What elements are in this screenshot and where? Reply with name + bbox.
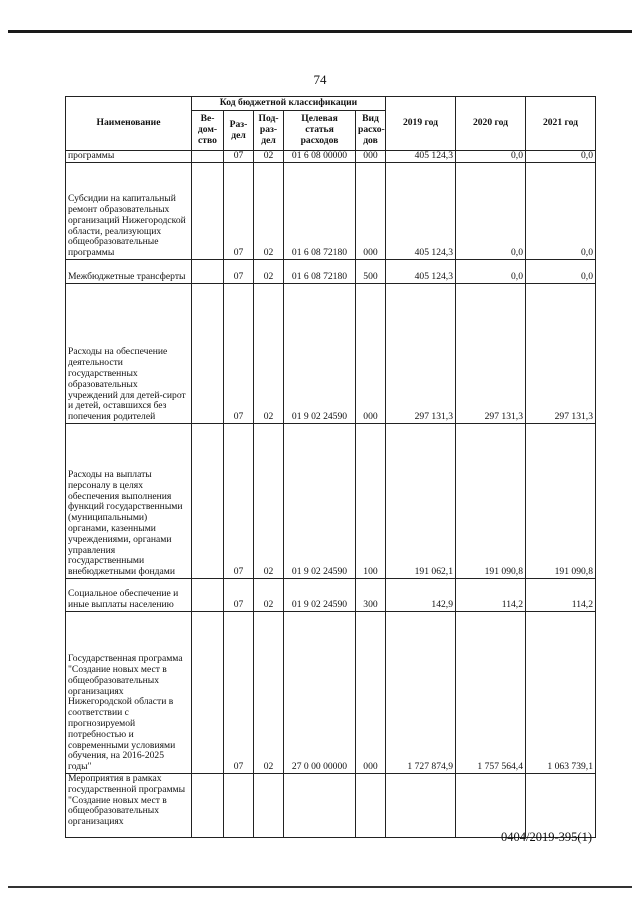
header-2020: 2020 год — [456, 97, 526, 151]
cell-expense-type: 000 — [356, 612, 386, 774]
cell-2019: 142,9 — [386, 579, 456, 612]
table-body — [66, 151, 596, 838]
cell-podrazdel: 02 — [254, 260, 284, 284]
cell-vedomstvo — [192, 284, 224, 424]
cell-2019: 297 131,3 — [386, 284, 456, 424]
table-row — [66, 260, 596, 284]
cell-2021: 0,0 — [526, 163, 596, 260]
cell-2021: 191 090,8 — [526, 424, 596, 579]
top-border-rule — [8, 30, 632, 33]
cell-razdel: 07 — [224, 579, 254, 612]
cell-target-article: 27 0 00 00000 — [284, 612, 356, 774]
header-classification-code: Код бюджетной классификации — [192, 97, 386, 111]
cell-razdel: 07 — [224, 163, 254, 260]
cell-podrazdel: 02 — [254, 163, 284, 260]
cell-vedomstvo — [192, 424, 224, 579]
table-row — [66, 424, 596, 579]
cell-name: Расходы на выплаты персоналу в целях обеспечения выполнения функций государственными (муниципальными) органами, казенными учреждениями, органами управления государственными внебюджетными фондами — [66, 424, 192, 579]
cell-vedomstvo — [192, 774, 224, 838]
cell-razdel — [224, 774, 254, 838]
table-row — [66, 612, 596, 774]
cell-2020: 114,2 — [456, 579, 526, 612]
cell-podrazdel: 02 — [254, 151, 284, 163]
cell-2019: 191 062,1 — [386, 424, 456, 579]
cell-expense-type: 500 — [356, 260, 386, 284]
page-number: 74 — [313, 72, 327, 87]
cell-podrazdel: 02 — [254, 424, 284, 579]
header-2019: 2019 год — [386, 97, 456, 151]
cell-name: Межбюджетные трансферты — [66, 260, 192, 284]
cell-2021: 1 063 739,1 — [526, 612, 596, 774]
cell-razdel: 07 — [224, 424, 254, 579]
cell-2020 — [456, 774, 526, 838]
cell-2021: 0,0 — [526, 260, 596, 284]
cell-2020: 0,0 — [456, 260, 526, 284]
cell-expense-type — [356, 774, 386, 838]
cell-razdel: 07 — [224, 612, 254, 774]
cell-name: Социальное обеспечение и иные выплаты населению — [66, 579, 192, 612]
cell-2019: 405 124,3 — [386, 163, 456, 260]
cell-target-article: 01 6 08 72180 — [284, 163, 356, 260]
header-expense-type: Вид расхо-дов — [356, 111, 386, 151]
cell-target-article — [284, 774, 356, 838]
cell-expense-type: 000 — [356, 284, 386, 424]
cell-target-article: 01 9 02 24590 — [284, 284, 356, 424]
cell-2021 — [526, 774, 596, 838]
bottom-border-rule — [8, 886, 632, 888]
header-podrazdel: Под-раз-дел — [254, 111, 284, 151]
table-row — [66, 579, 596, 612]
cell-2020: 0,0 — [456, 151, 526, 163]
cell-razdel: 07 — [224, 151, 254, 163]
cell-name: Субсидии на капитальный ремонт образовательных организаций Нижегородской области, реализующих общеобразовательные программы — [66, 163, 192, 260]
cell-target-article: 01 6 08 72180 — [284, 260, 356, 284]
cell-target-article: 01 9 02 24590 — [284, 579, 356, 612]
header-name: Наименование — [66, 97, 192, 151]
cell-2020: 191 090,8 — [456, 424, 526, 579]
cell-name: Государственная программа "Создание новых мест в общеобразовательных организациях Нижегородской области в соответствии с прогнозируемой потребностью и современными условиями обучения, на 2016-2025 годы" — [66, 612, 192, 774]
cell-expense-type: 000 — [356, 163, 386, 260]
cell-target-article: 01 9 02 24590 — [284, 424, 356, 579]
cell-vedomstvo — [192, 151, 224, 163]
cell-name: Мероприятия в рамках государственной программы "Создание новых мест в общеобразовательных организациях — [66, 774, 192, 838]
cell-razdel: 07 — [224, 284, 254, 424]
cell-podrazdel: 02 — [254, 612, 284, 774]
cell-2019: 405 124,3 — [386, 260, 456, 284]
cell-name: программы — [66, 151, 192, 163]
budget-table — [65, 96, 596, 838]
table-row — [66, 151, 596, 163]
cell-target-article: 01 6 08 00000 — [284, 151, 356, 163]
table-row — [66, 163, 596, 260]
cell-podrazdel — [254, 774, 284, 838]
cell-podrazdel: 02 — [254, 284, 284, 424]
header-target-article: Целевая статья расходов — [284, 111, 356, 151]
cell-vedomstvo — [192, 579, 224, 612]
cell-2020: 1 757 564,4 — [456, 612, 526, 774]
document-code: 0404/2019-395(1) — [501, 830, 592, 844]
header-2021: 2021 год — [526, 97, 596, 151]
cell-2021: 0,0 — [526, 151, 596, 163]
cell-vedomstvo — [192, 260, 224, 284]
cell-expense-type: 100 — [356, 424, 386, 579]
cell-expense-type: 300 — [356, 579, 386, 612]
cell-2020: 0,0 — [456, 163, 526, 260]
cell-2021: 114,2 — [526, 579, 596, 612]
header-vedomstvo: Ве-дом-ство — [192, 111, 224, 151]
cell-2019: 405 124,3 — [386, 151, 456, 163]
cell-expense-type: 000 — [356, 151, 386, 163]
cell-2021: 297 131,3 — [526, 284, 596, 424]
cell-podrazdel: 02 — [254, 579, 284, 612]
table-row — [66, 774, 596, 838]
cell-razdel: 07 — [224, 260, 254, 284]
cell-2019: 1 727 874,9 — [386, 612, 456, 774]
cell-2020: 297 131,3 — [456, 284, 526, 424]
cell-vedomstvo — [192, 612, 224, 774]
cell-2019 — [386, 774, 456, 838]
header-razdel: Раз-дел — [224, 111, 254, 151]
table-row — [66, 284, 596, 424]
cell-name: Расходы на обеспечение деятельности государственных образовательных учреждений для детей-сирот и детей, оставшихся без попечения родителей — [66, 284, 192, 424]
cell-vedomstvo — [192, 163, 224, 260]
